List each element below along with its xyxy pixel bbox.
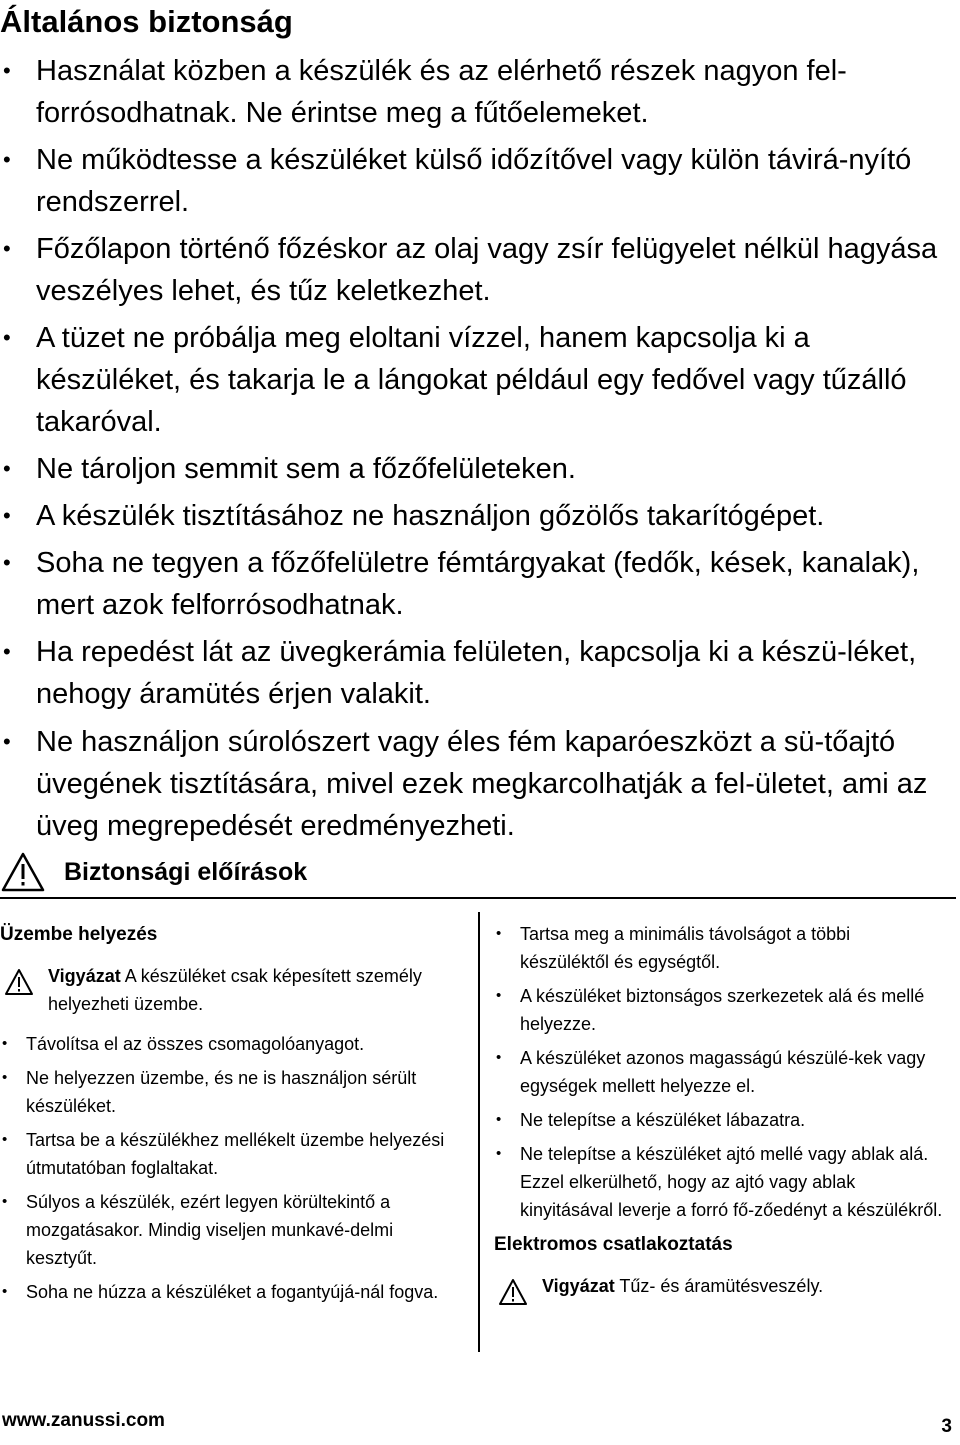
list-item: • Tartsa be a készülékhez mellékelt üzembe helyezési útmutatóban foglaltakat. (0, 1126, 462, 1182)
placement-list (494, 920, 944, 1224)
list-item: • Ne telepítse a készüléket lábazatra. (494, 1106, 944, 1134)
warning-triangle-icon (1, 852, 45, 892)
warning-label: Vigyázat (48, 966, 121, 986)
list-item: • Távolítsa el az összes csomagolóanyagot. (0, 1030, 462, 1058)
list-item: • A készüléket biztonságos szerkezetek alá és mellé helyezze. (494, 982, 944, 1038)
list-item: • Ne használjon súrolószert vagy éles fém kaparóeszközt a sü-tőajtó üvegének tisztítására, mivel ezek megkarcolhatják a fel-ületet, ami az üveg megrepedését eredményezheti. (0, 721, 940, 847)
list-item: • A készüléket azonos magasságú készülé-kek vagy egységek mellett helyezze el. (494, 1044, 944, 1100)
electrical-warning (494, 1272, 944, 1300)
list-item: • Tartsa meg a minimális távolságot a többi készüléktől és egységtől. (494, 920, 944, 976)
website-link[interactable]: www.zanussi.com (2, 1410, 165, 1431)
safety-section-header (0, 848, 956, 900)
list-item: • Főzőlapon történő főzéskor az olaj vagy zsír felügyelet nélkül hagyása veszélyes lehet, és tűz keletkezhet. (0, 228, 940, 312)
page-title: Általános biztonság (0, 4, 293, 39)
warning-triangle-icon (4, 968, 34, 996)
list-item: • Ne működtesse a készüléket külső időzítővel vagy külön távirá-nyító rendszerrel. (0, 139, 940, 223)
list-item: • Soha ne tegyen a főzőfelületre fémtárgyakat (fedők, kések, kanalak), mert azok felforrósodhatnak. (0, 542, 940, 626)
list-item: • Ne tároljon semmit sem a főzőfelületeken. (0, 448, 940, 490)
list-item: • Ne helyezzen üzembe, és ne is használjon sérült készüléket. (0, 1064, 462, 1120)
warning-text: Tűz- és áramütésveszély. (614, 1276, 824, 1296)
installation-heading: Üzembe helyezés (0, 924, 158, 945)
list-item: • Soha ne húzza a készüléket a fogantyújá-nál fogva. (0, 1278, 462, 1306)
section-title: Biztonsági előírások (64, 858, 308, 886)
list-item: • Használat közben a készülék és az elérhető részek nagyon fel-forrósodhatnak. Ne érintse meg a fűtőelemeket. (0, 50, 940, 134)
warning-text: A készüléket csak képesített személy helyezheti üzembe. (48, 966, 422, 1014)
page-number: 3 (941, 1416, 952, 1437)
list-item: • Súlyos a készülék, ezért legyen körültekintő a mozgatásakor. Mindig viseljen munkavé-delmi kesztyűt. (0, 1188, 462, 1272)
installation-list (0, 1030, 462, 1306)
section-divider (0, 897, 956, 899)
list-item: • Ne telepítse a készüléket ajtó mellé vagy ablak alá. Ezzel elkerülhető, hogy az ajtó vagy ablak kinyitásával leverje a forró fő-zőedényt a készülékről. (494, 1140, 944, 1224)
installation-warning (0, 962, 462, 1018)
page-footer (0, 1405, 956, 1439)
warning-triangle-icon (498, 1278, 528, 1306)
installation-column (0, 920, 462, 1312)
list-item: • A készülék tisztításához ne használjon gőzölős takarítógépet. (0, 495, 940, 537)
placement-column (494, 920, 944, 1300)
list-item: • A tüzet ne próbálja meg eloltani vízzel, hanem kapcsolja ki a készüléket, és takarja le a lángokat például egy fedővel vagy tűzálló takaróval. (0, 317, 940, 443)
list-item: • Ha repedést lát az üvegkerámia felületen, kapcsolja ki a készü-léket, nehogy áramütés érjen valakit. (0, 631, 940, 715)
electrical-heading: Elektromos csatlakoztatás (494, 1234, 733, 1255)
warning-label: Vigyázat (542, 1276, 615, 1296)
general-safety-list (0, 50, 940, 852)
column-divider (478, 912, 480, 1352)
